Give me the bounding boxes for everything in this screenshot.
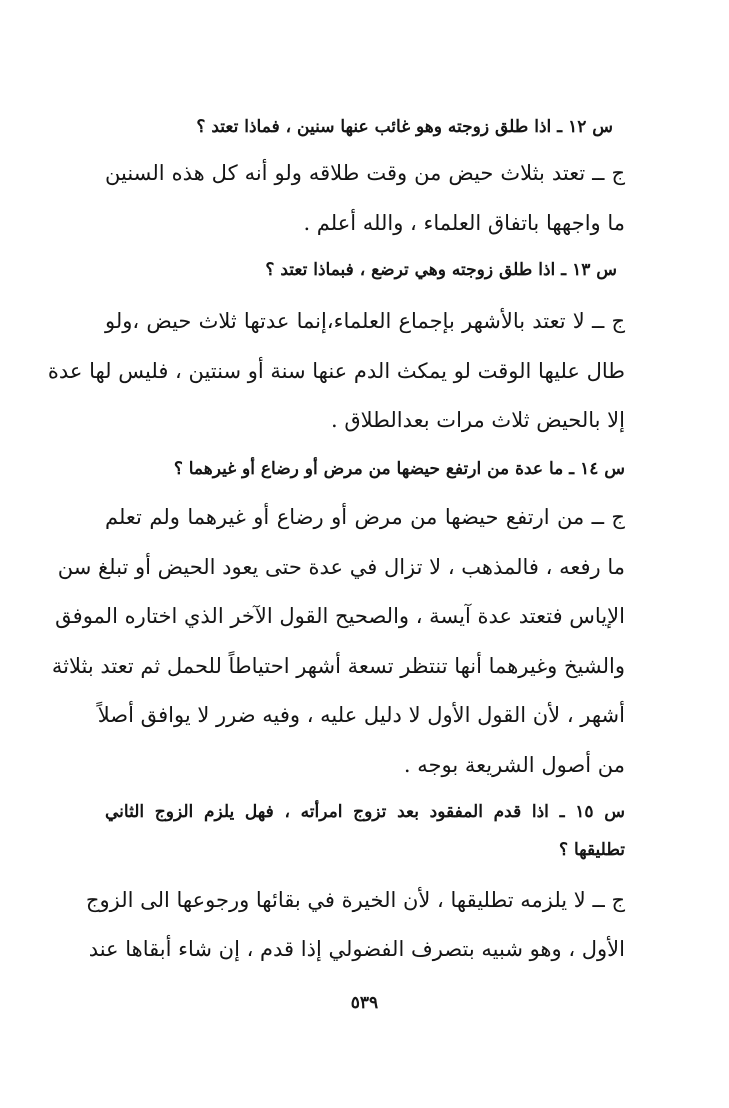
answer-13-line-1: ج ــ لا تعتد بالأشهر بإجماع العلماء،إنما عدتها ثلاث حيض ،ولو <box>105 309 625 333</box>
answer-14-line-1: ج ــ من ارتفع حيضها من مرض أو رضاع أو غيرهما ولم تعلم <box>105 505 625 529</box>
question-15-line-2: تطليقها ؟ <box>559 840 625 860</box>
answer-13-line-3: إلا بالحيض ثلاث مرات بعدالطلاق . <box>331 408 625 432</box>
page-number: ٥٣٩ <box>350 993 379 1013</box>
answer-15-line-1: ج ــ لا يلزمه تطليقها ، لأن الخيرة في بقائها ورجوعها الى الزوج <box>85 888 625 912</box>
question-15-line-1: س ١٥ ـ اذا قدم المفقود بعد تزوج امرأته ، فهل يلزم الزوج الثاني <box>105 802 625 822</box>
question-12: س ١٢ ـ اذا طلق زوجته وهو غائب عنها سنين ، فماذا تعتد ؟ <box>196 117 613 137</box>
answer-14-line-5: أشهر ، لأن القول الأول لا دليل عليه ، وفيه ضرر لا يوافق أصلاً <box>97 703 625 727</box>
answer-14-line-2: ما رفعه ، فالمذهب ، لا تزال في عدة حتى يعود الحيض أو تبلغ سن <box>57 555 625 579</box>
answer-12-line-1: ج ــ تعتد بثلاث حيض من وقت طلاقه ولو أنه كل هذه السنين <box>105 161 625 185</box>
answer-14-line-6: من أصول الشريعة بوجه . <box>403 753 625 777</box>
question-13: س ١٣ ـ اذا طلق زوجته وهي ترضع ، فبماذا تعتد ؟ <box>265 260 617 280</box>
answer-12-line-2: ما واجهها باتفاق العلماء ، والله أعلم . <box>303 211 625 235</box>
question-14: س ١٤ ـ ما عدة من ارتفع حيضها من مرض أو رضاع أو غيرهما ؟ <box>173 459 625 479</box>
answer-13-line-2: طال عليها الوقت لو يمكث الدم عنها سنة أو سنتين ، فليس لها عدة <box>47 359 625 383</box>
answer-14-line-4: والشيخ وغيرهما أنها تنتظر تسعة أشهر احتياطاً للحمل ثم تعتد بثلاثة <box>51 654 625 678</box>
answer-15-line-2: الأول ، وهو شبيه بتصرف الفضولي إذا قدم ، إن شاء أبقاها عند <box>88 937 625 961</box>
answer-14-line-3: الإياس فتعتد عدة آيسة ، والصحيح القول الآخر الذي اختاره الموفق <box>55 604 625 628</box>
